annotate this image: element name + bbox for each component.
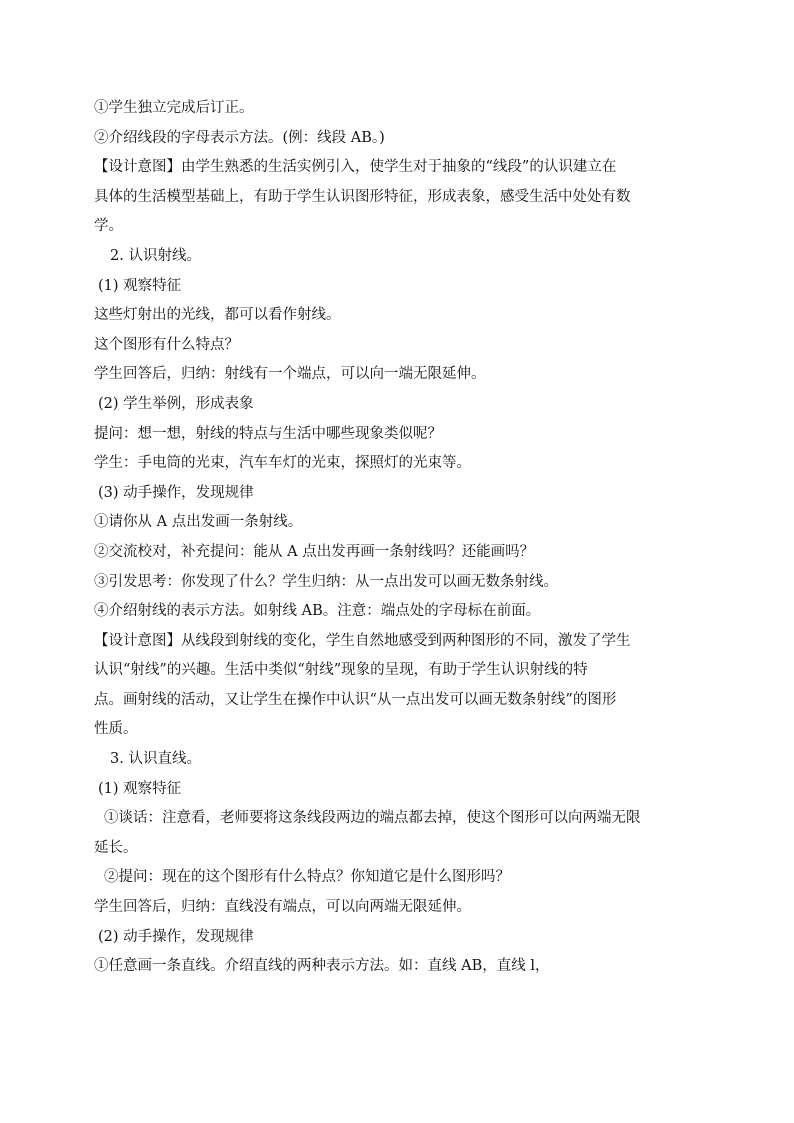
text-line: 提问：想一想，射线的特点与生活中哪些现象类似呢？	[94, 425, 442, 442]
text-line: ②介绍线段的字母表示方法。(例：线段 AB。)	[94, 129, 385, 146]
text-line: ②提问：现在的这个图形有什么特点？你知道它是什么图形吗？	[104, 869, 510, 886]
design-intent-paragraph: 【设计意图】由学生熟悉的生活实例引入，使学生对于抽象的“线段”的认识建立在	[94, 159, 617, 176]
text-line: ①任意画一条直线。介绍直线的两种表示方法。如：直线 AB，直线 l，	[94, 958, 550, 975]
text-line: 延长。	[94, 839, 138, 856]
text-line: 认识“射线”的兴趣。生活中类似“射线”现象的呈现，有助于学生认识射线的特	[94, 662, 588, 679]
section-heading: 2. 认识射线。	[110, 247, 201, 264]
text-line: ③引发思考：你发现了什么？学生归纳：从一点出发可以画无数条射线。	[94, 573, 558, 590]
text-line: ①请你从 A 点出发画一条射线。	[94, 514, 303, 531]
text-line: 性质。	[94, 721, 138, 738]
text-line: 点。画射线的活动，又让学生在操作中认识“从一点出发可以画无数条射线”的图形	[94, 691, 617, 708]
subsection-heading: (1) 观察特征	[98, 277, 182, 294]
text-line: 学。	[94, 218, 123, 235]
subsection-heading: (1) 观察特征	[98, 780, 182, 797]
subsection-heading: (3) 动手操作，发现规律	[98, 484, 254, 501]
text-line: 这些灯射出的光线，都可以看作射线。	[94, 307, 341, 324]
text-line: 学生：手电筒的光束，汽车车灯的光束，探照灯的光束等。	[94, 455, 471, 472]
text-line: 具体的生活模型基础上，有助于学生认识图形特征，形成表象，感受生活中处处有数	[94, 188, 631, 205]
text-line: 学生回答后，归纳：直线没有端点，可以向两端无限延伸。	[94, 899, 471, 916]
text-line: ④介绍射线的表示方法。如射线 AB。注意：端点处的字母标在前面。	[94, 603, 541, 620]
text-line: ①学生独立完成后订正。	[94, 100, 254, 116]
text-line: 学生回答后，归纳：射线有一个端点，可以向一端无限延伸。	[94, 366, 486, 383]
text-line: ②交流校对，补充提问：能从 A 点出发再画一条射线吗？还能画吗？	[94, 543, 535, 560]
design-intent-paragraph: 【设计意图】从线段到射线的变化，学生自然地感受到两种图形的不同，激发了学生	[94, 632, 631, 649]
section-heading: 3. 认识直线。	[110, 751, 201, 768]
subsection-heading: (2) 学生举例，形成表象	[98, 395, 254, 412]
text-line: 这个图形有什么特点？	[94, 336, 239, 353]
text-line: ①谈话：注意看，老师要将这条线段两边的端点都去掉，使这个图形可以向两端无限	[104, 810, 641, 827]
lesson-plan-text	[94, 94, 700, 982]
subsection-heading: (2) 动手操作，发现规律	[98, 928, 254, 945]
